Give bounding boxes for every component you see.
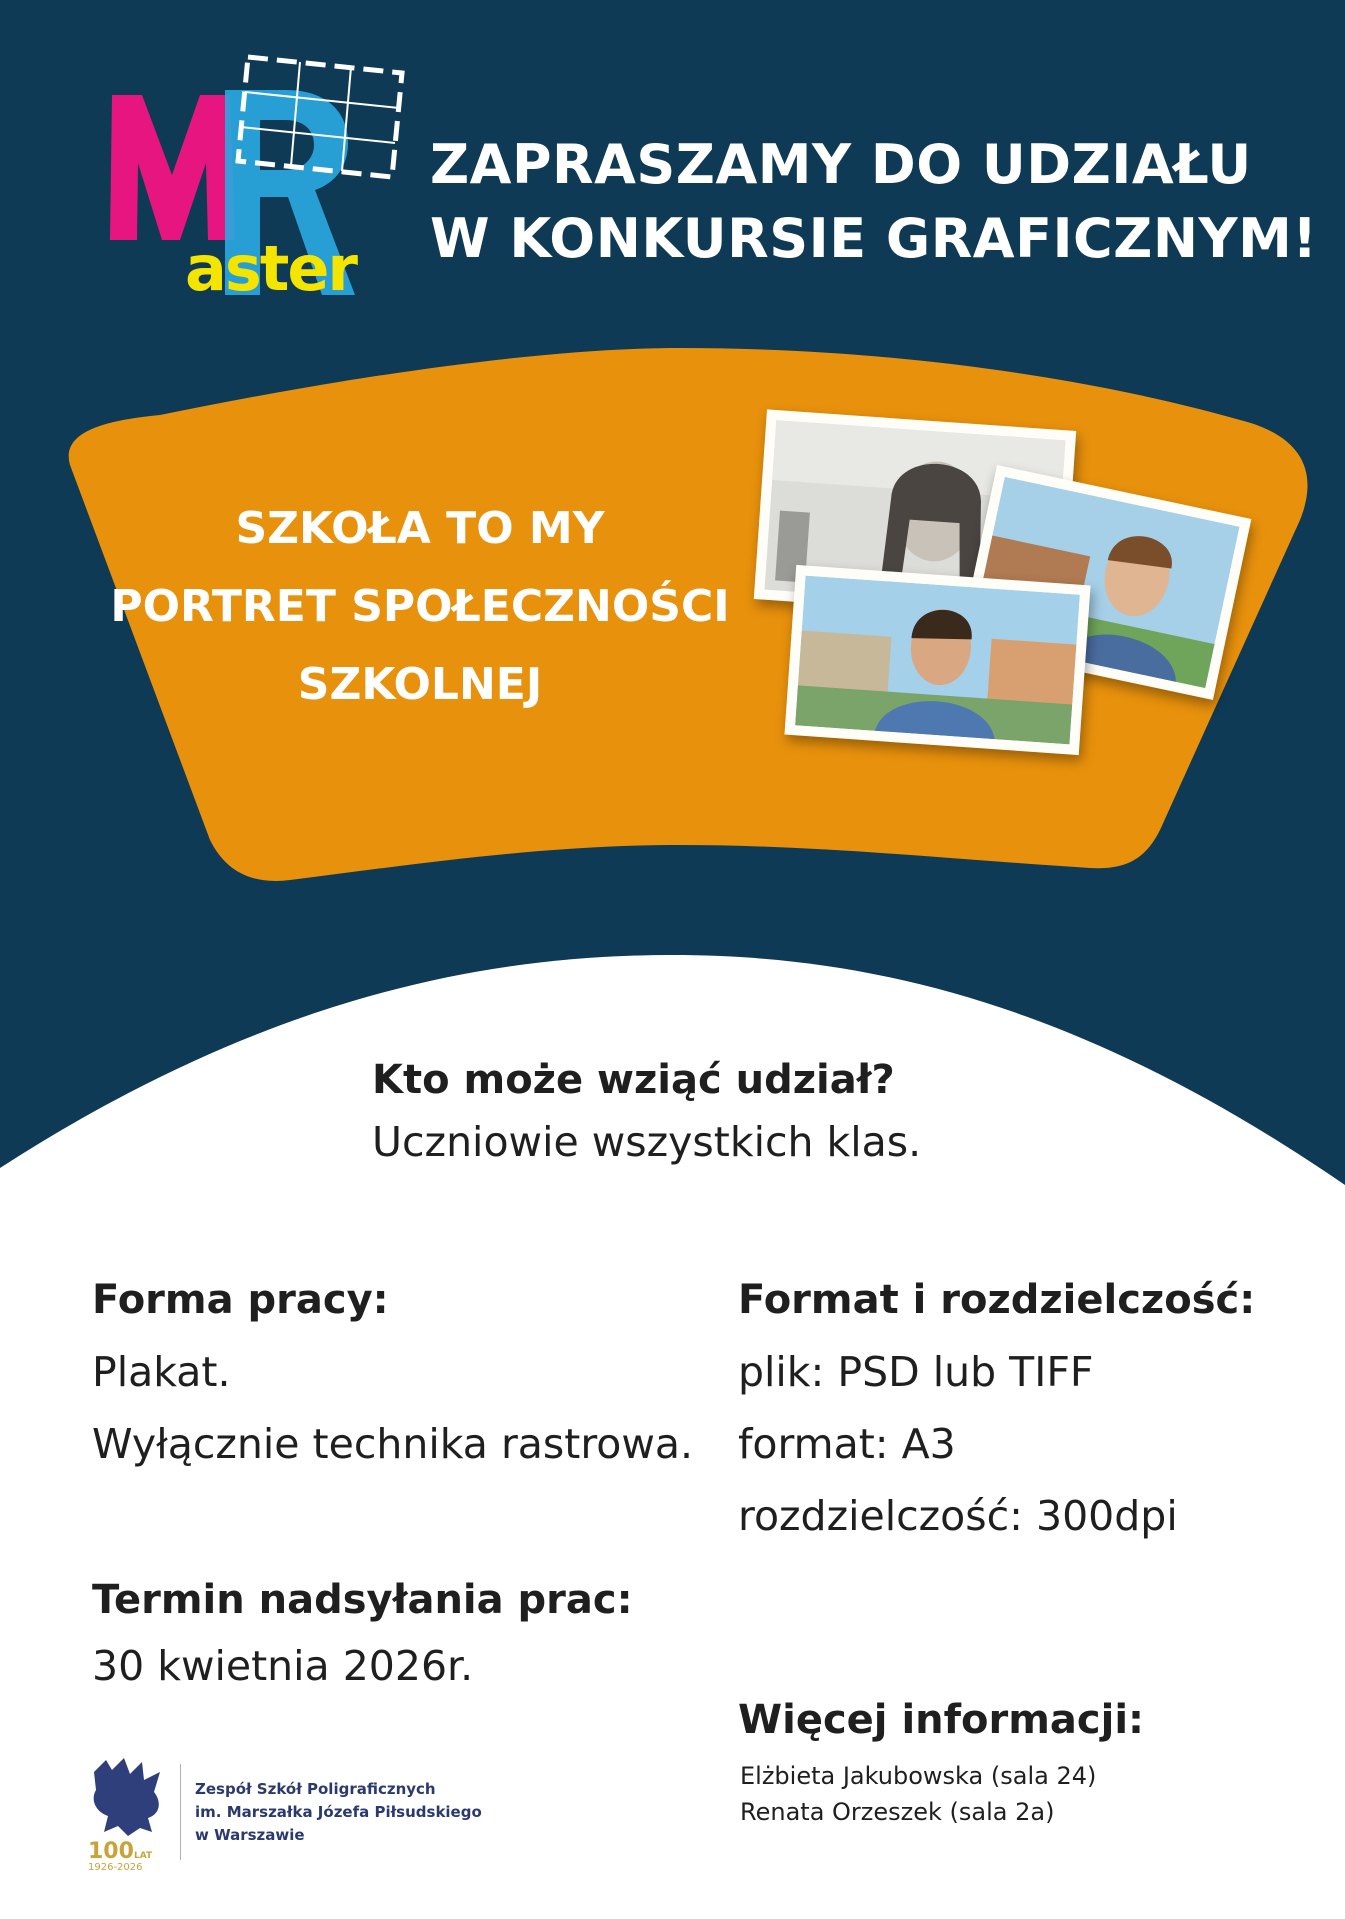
anniversary-suffix: LAT (134, 1851, 153, 1861)
school-divider (180, 1764, 181, 1860)
school-name (195, 1778, 482, 1847)
photo-boy-2 (784, 565, 1090, 755)
anniversary-years: 1926-2026 (88, 1862, 143, 1872)
form-line-1: Plakat. (92, 1348, 231, 1396)
format-line-2: format: A3 (738, 1420, 956, 1468)
format-line-1: plik: PSD lub TIFF (738, 1348, 1094, 1396)
school-name-line-2: im. Marszałka Józefa Piłsudskiego (195, 1803, 482, 1821)
more-info-line-1: Elżbieta Jakubowska (sala 24) (740, 1762, 1097, 1790)
anniversary-number: 100 (88, 1839, 134, 1864)
format-heading: Format i rozdzielczość: (738, 1277, 1256, 1323)
more-info-line-2: Renata Orzeszek (sala 2a) (740, 1798, 1055, 1826)
topic-line-1: SZKOŁA TO MY (235, 503, 605, 554)
form-line-2: Wyłącznie technika rastrowa. (92, 1420, 694, 1468)
school-name-line-1: Zespół Szkół Poligraficznych (195, 1780, 436, 1798)
logo-word: aster (185, 232, 357, 300)
more-info-heading: Więcej informacji: (738, 1697, 1145, 1743)
who-text: Uczniowie wszystkich klas. (372, 1118, 922, 1166)
griffin-emblem-icon (82, 1752, 174, 1872)
format-line-3: rozdzielczość: 300dpi (738, 1492, 1178, 1540)
deadline-heading: Termin nadsyłania prac: (92, 1577, 633, 1623)
deadline-text: 30 kwietnia 2026r. (92, 1642, 474, 1690)
topic-line-3: SZKOLNEJ (297, 659, 543, 710)
competition-topic (100, 490, 740, 724)
headline-line-2: W KONKURSIE GRAFICZNYM! (430, 207, 1318, 270)
form-heading: Forma pracy: (92, 1277, 389, 1323)
master-logo (100, 45, 410, 300)
headline (430, 128, 1330, 276)
headline-line-1: ZAPRASZAMY DO UDZIAŁU (430, 133, 1252, 196)
topic-line-2: PORTRET SPOŁECZNOŚCI (110, 581, 730, 632)
who-heading: Kto może wziąć udział? (372, 1057, 895, 1103)
school-name-line-3: w Warszawie (195, 1826, 305, 1844)
